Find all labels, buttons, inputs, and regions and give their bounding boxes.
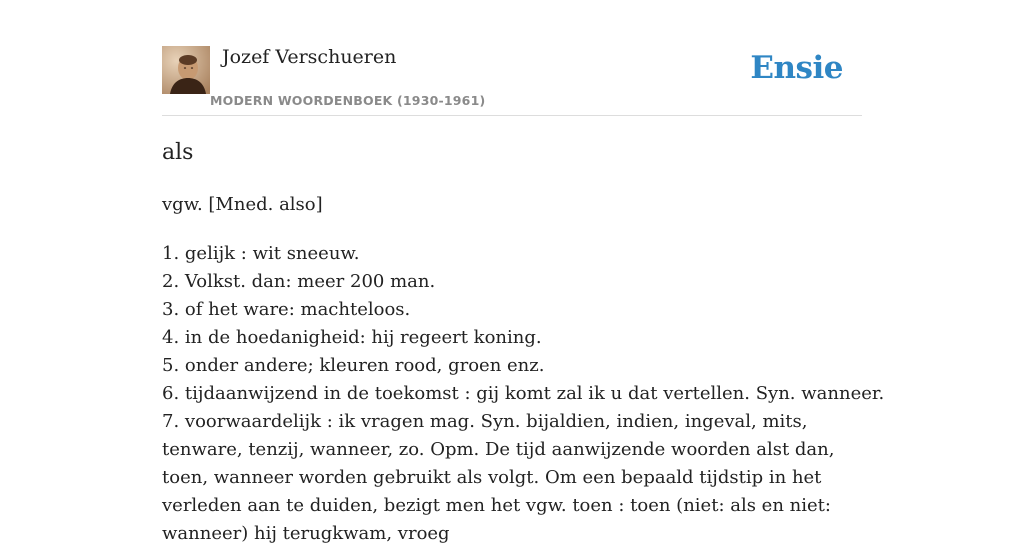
page-container — [162, 0, 885, 544]
entry-header — [162, 0, 862, 116]
author-name[interactable]: Jozef Verschueren — [222, 46, 397, 68]
author-portrait-icon — [162, 46, 210, 94]
definition-list — [162, 240, 885, 548]
definition-item: 3. of het ware: machteloos. — [162, 299, 411, 320]
entry-term: als — [162, 140, 194, 165]
definition-item: 4. in de hoedanigheid: hij regeert koning. — [162, 327, 542, 348]
entry-etymology: vgw. [Mned. also] — [162, 194, 323, 215]
definition-item: 1. gelijk : wit sneeuw. — [162, 243, 360, 264]
author-avatar[interactable] — [162, 46, 210, 94]
definition-item: 6. tijdaanwijzend in de toekomst : gij komt zal ik u dat vertellen. Syn. wanneer. — [162, 383, 885, 404]
source-label[interactable]: MODERN WOORDENBOEK (1930-1961) — [210, 93, 486, 108]
brand-logo[interactable]: Ensie — [750, 50, 843, 86]
definition-item: 7. voorwaardelijk : ik vragen mag. Syn. bijaldien, indien, ingeval, mits, tenware, tenzij, wanneer, zo. Opm. De tijd aanwijzende woorden alst dan, toen, wanneer worden gebruikt als volgt. Om een bepaald tijdstip in het verleden aan te duiden, bezigt men het vgw. toen : toen (niet: als en niet: wanneer) hij terugkwam, vroeg — [162, 411, 835, 544]
definition-item: 2. Volkst. dan: meer 200 man. — [162, 271, 436, 292]
definition-item: 5. onder andere; kleuren rood, groen enz. — [162, 355, 545, 376]
